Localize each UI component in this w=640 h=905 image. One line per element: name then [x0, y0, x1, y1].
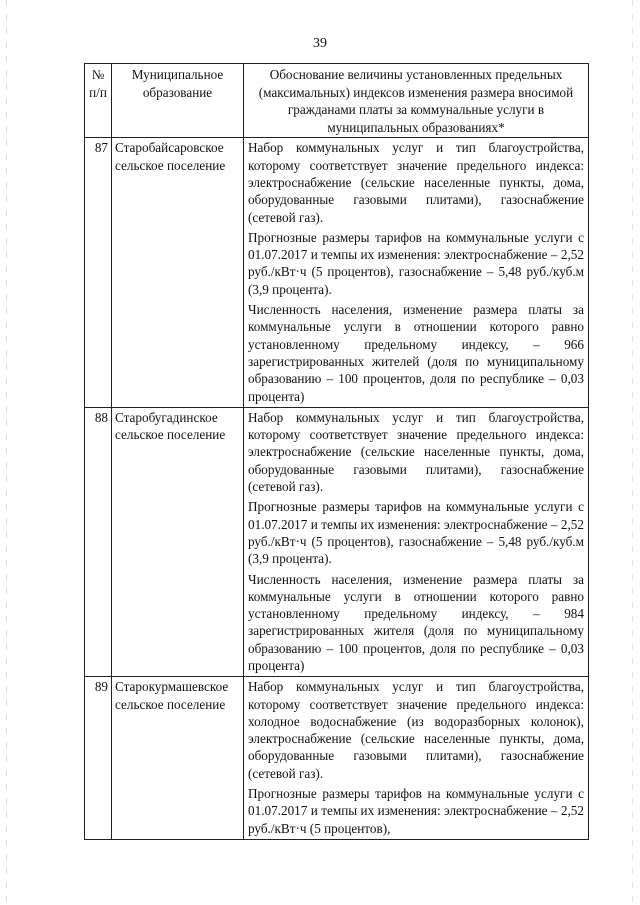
- justification-text: [244, 677, 589, 840]
- table-row: [85, 407, 589, 676]
- paragraph: Набор коммунальных услуг и тип благоустройства, которому соответствует значение предельного индекса: электроснабжение (сельские населенные пункты, дома, оборудованные газовыми плитами), газоснабжение (сетевой газ).: [248, 140, 584, 225]
- row-number: 88: [85, 407, 112, 676]
- paragraph: Набор коммунальных услуг и тип благоустройства, которому соответствует значение предельного индекса: холодное водоснабжение (из водоразборных колонок), электроснабжение (сельские населенные пункты, дома, оборудованные газовыми плитами), газоснабжение (сетевой газ).: [248, 679, 584, 781]
- municipality-name: Старобугадинское сельское поселение: [112, 407, 244, 676]
- header-municipality: Муниципальное образование: [112, 64, 244, 138]
- municipality-name: Старокурмашевское сельское поселение: [112, 677, 244, 840]
- municipality-name: Старобайсаровское сельское поселение: [112, 138, 244, 407]
- paragraph: Численность населения, изменение размера платы за коммунальные услуги в отношении которого равно установленному предельному индексу, – 984 зарегистрированных жителя (доля по муниципальному образованию – 100 процентов, доля по республике – 0,03 процента): [248, 571, 584, 673]
- paragraph: Численность населения, изменение размера платы за коммунальные услуги в отношении которого равно установленному предельному индексу, – 966 зарегистрированных жителей (доля по муниципальному образованию – 100 процентов, доля по республике – 0,03 процента): [248, 302, 584, 404]
- indices-table: [84, 63, 589, 840]
- row-number: 87: [85, 138, 112, 407]
- header-justification: Обоснование величины установленных предельных (максимальных) индексов изменения размера вносимой гражданами платы за коммунальные услуги в муниципальных образованиях*: [244, 64, 589, 138]
- justification-text: [244, 407, 589, 676]
- table-row: [85, 138, 589, 407]
- paragraph: Набор коммунальных услуг и тип благоустройства, которому соответствует значение предельного индекса: электроснабжение (сельские населенные пункты, дома, оборудованные газовыми плитами), газоснабжение (сетевой газ).: [248, 409, 584, 495]
- row-number: 89: [85, 677, 112, 840]
- paragraph: Прогнозные размеры тарифов на коммунальные услуги с 01.07.2017 и темпы их изменения: электроснабжение – 2,52 руб./кВт·ч (5 процентов),: [248, 786, 584, 836]
- paragraph: Прогнозные размеры тарифов на коммунальные услуги с 01.07.2017 и темпы их изменения: электроснабжение – 2,52 руб./кВт·ч (5 процентов), газоснабжение – 5,48 руб./куб.м (3,9 процента).: [248, 499, 584, 567]
- header-num: № п/п: [85, 64, 112, 138]
- table-header-row: [85, 64, 589, 138]
- justification-text: [244, 138, 589, 407]
- scan-margin-line: [6, 0, 7, 905]
- paragraph: Прогнозные размеры тарифов на коммунальные услуги с 01.07.2017 и темпы их изменения: электроснабжение – 2,52 руб./кВт·ч (5 процентов), газоснабжение – 5,48 руб./куб.м (3,9 процента).: [248, 229, 584, 297]
- page-number: 39: [313, 36, 327, 51]
- table-row: [85, 677, 589, 840]
- scan-margin-line: [632, 0, 633, 905]
